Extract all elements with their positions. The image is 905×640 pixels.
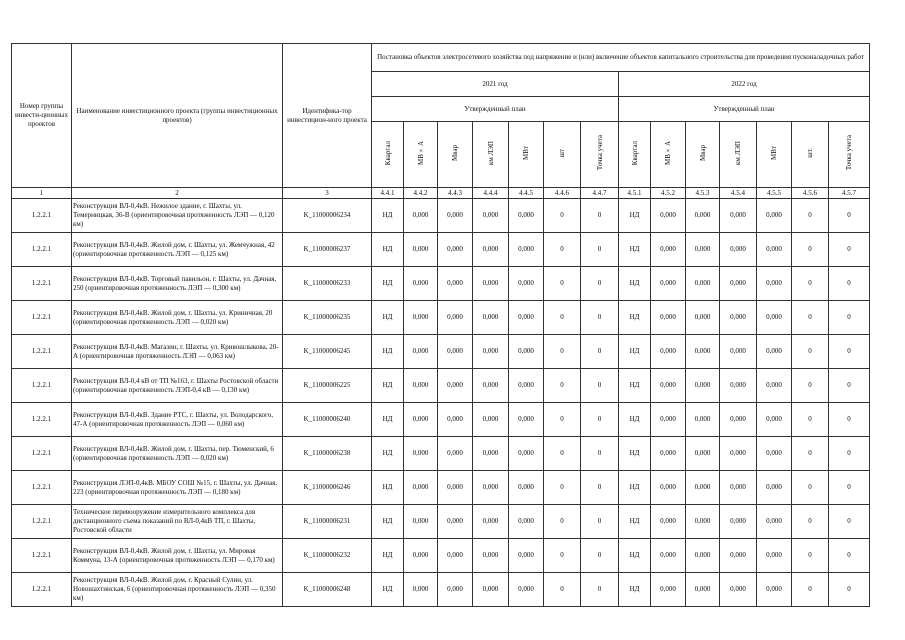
- cell-sht2: 0: [792, 267, 829, 301]
- cell-sht2: 0: [792, 301, 829, 335]
- header-year-2022: 2022 год: [619, 72, 870, 97]
- cell-mvar1: 0,000: [438, 335, 473, 369]
- cell-sht1: 0: [544, 539, 581, 573]
- cell-sht2: 0: [792, 403, 829, 437]
- cell-name: Реконструкция ВЛ-0,4кВ. Жилой дом, г. Красный Сулин, ул. Новошахтинская, 6 (ориентировочная протяженность ЛЭП — 0,350 км): [72, 573, 283, 607]
- cell-mva2: 0,000: [651, 437, 686, 471]
- cell-q1: НД: [372, 437, 404, 471]
- cell-sht1: 0: [544, 335, 581, 369]
- cell-q2: НД: [619, 505, 651, 539]
- subheader-label: шт: [558, 148, 566, 158]
- cell-mva1: 0,000: [404, 539, 438, 573]
- cell-pt2: 0: [829, 573, 870, 607]
- column-number: 4.4.3: [438, 188, 473, 199]
- header-project-name: Наименование инвестиционного проекта (группы инвестиционных проектов): [72, 44, 283, 188]
- table-row: [12, 335, 870, 369]
- cell-name: Реконструкция ВЛ-0,4кВ. Торговый павильон, г. Шахты, ул. Дачная, 250 (ориентировочная протяженность ЛЭП — 0,300 км): [72, 267, 283, 301]
- cell-km1: 0,000: [473, 369, 509, 403]
- cell-group: 1.2.2.1: [12, 335, 72, 369]
- cell-mva2: 0,000: [651, 573, 686, 607]
- cell-sht1: 0: [544, 471, 581, 505]
- cell-mw2: 0,000: [757, 539, 792, 573]
- header-project-id: Идентифика-тор инвестицион-ного проекта: [283, 44, 372, 188]
- cell-mvar2: 0,000: [686, 233, 720, 267]
- subheader-metering-point-2022: [829, 122, 870, 188]
- header-commissioning: Постановка объектов электросетевого хозяйства под напряжение и (или) включение объектов капитального строительства для проведения пусконаладочных работ: [372, 44, 870, 72]
- cell-q2: НД: [619, 369, 651, 403]
- cell-pt1: 0: [581, 403, 619, 437]
- cell-pt2: 0: [829, 233, 870, 267]
- cell-pt2: 0: [829, 471, 870, 505]
- subheader-label: км ЛЭП: [486, 140, 495, 165]
- cell-km1: 0,000: [473, 267, 509, 301]
- cell-mvar2: 0,000: [686, 471, 720, 505]
- subheader-mw-2021: [509, 122, 544, 188]
- subheader-mva-2022: [651, 122, 686, 188]
- cell-km1: 0,000: [473, 505, 509, 539]
- cell-mvar2: 0,000: [686, 199, 720, 233]
- subheader-mw-2022: [757, 122, 792, 188]
- cell-mva1: 0,000: [404, 573, 438, 607]
- cell-sht2: 0: [792, 233, 829, 267]
- cell-name: Реконструкция ЛЭП-0,4кВ. МБОУ СОШ №15, г. Шахты, ул. Дачная, 223 (ориентировочная протяженность ЛЭП — 0,180 км): [72, 471, 283, 505]
- cell-mw1: 0,000: [509, 199, 544, 233]
- cell-km2: 0,000: [720, 471, 757, 505]
- cell-pt2: 0: [829, 369, 870, 403]
- cell-mva1: 0,000: [404, 403, 438, 437]
- cell-q1: НД: [372, 199, 404, 233]
- cell-name: Реконструкция ВЛ-0,4кВ. Здание РТС, г. Шахты, ул. Володарского, 47-А (ориентировочная протяженность ЛЭП — 0,060 км): [72, 403, 283, 437]
- cell-pt1: 0: [581, 437, 619, 471]
- cell-mw2: 0,000: [757, 233, 792, 267]
- table-row: [12, 505, 870, 539]
- cell-km1: 0,000: [473, 573, 509, 607]
- cell-km2: 0,000: [720, 539, 757, 573]
- cell-mva2: 0,000: [651, 403, 686, 437]
- cell-mw1: 0,000: [509, 471, 544, 505]
- cell-sht2: 0: [792, 471, 829, 505]
- cell-group: 1.2.2.1: [12, 369, 72, 403]
- cell-q1: НД: [372, 369, 404, 403]
- cell-id: K_11000006248: [283, 573, 372, 607]
- cell-pt2: 0: [829, 267, 870, 301]
- cell-mw1: 0,000: [509, 267, 544, 301]
- subheader-label: Квартал: [630, 140, 639, 166]
- cell-name: Реконструкция ВЛ-0,4кВ. Магазин, г. Шахты, ул. Кривошлыкова, 20-А (ориентировочная протяженность ЛЭП — 0,063 км): [72, 335, 283, 369]
- cell-km1: 0,000: [473, 403, 509, 437]
- subheader-label: Мвар: [698, 144, 707, 162]
- cell-sht2: 0: [792, 505, 829, 539]
- header-group-number: Номер группы инвести-ционных проектов: [12, 44, 72, 188]
- column-number: 4.4.2: [404, 188, 438, 199]
- cell-mw1: 0,000: [509, 335, 544, 369]
- cell-pt1: 0: [581, 301, 619, 335]
- cell-km2: 0,000: [720, 505, 757, 539]
- cell-mw1: 0,000: [509, 539, 544, 573]
- header-year-2021: 2021 год: [372, 72, 619, 97]
- cell-q1: НД: [372, 471, 404, 505]
- subheader-label: шт.: [806, 148, 814, 158]
- cell-km1: 0,000: [473, 437, 509, 471]
- column-number: 4.5.4: [720, 188, 757, 199]
- cell-name: Реконструкция ВЛ-0,4 кВ от ТП №163, г. Шахты Ростовской области (ориентировочная протяженность ЛЭП-0,4 кВ — 0,130 км): [72, 369, 283, 403]
- cell-mvar2: 0,000: [686, 403, 720, 437]
- cell-mva2: 0,000: [651, 301, 686, 335]
- cell-mw2: 0,000: [757, 301, 792, 335]
- subheader-quarter-2021: [372, 122, 404, 188]
- cell-sht1: 0: [544, 437, 581, 471]
- cell-mvar2: 0,000: [686, 301, 720, 335]
- cell-mva1: 0,000: [404, 471, 438, 505]
- cell-id: K_11000006235: [283, 301, 372, 335]
- cell-sht2: 0: [792, 369, 829, 403]
- column-number: 4.5.5: [757, 188, 792, 199]
- cell-sht1: 0: [544, 505, 581, 539]
- cell-pt2: 0: [829, 437, 870, 471]
- table-row: [12, 539, 870, 573]
- cell-pt1: 0: [581, 573, 619, 607]
- cell-km2: 0,000: [720, 199, 757, 233]
- cell-mva2: 0,000: [651, 199, 686, 233]
- cell-mw2: 0,000: [757, 573, 792, 607]
- cell-mvar1: 0,000: [438, 539, 473, 573]
- cell-q1: НД: [372, 505, 404, 539]
- subheader-mvar-2022: [686, 122, 720, 188]
- cell-pt1: 0: [581, 199, 619, 233]
- table-body: [12, 199, 870, 607]
- cell-q2: НД: [619, 267, 651, 301]
- subheader-pcs-2022: [792, 122, 829, 188]
- cell-name: Техническое перевооружение измерительного комплекса для дистанционного съема показаний по ВЛ-0,4кВ ТП, г. Шахты, Ростовской области: [72, 505, 283, 539]
- cell-mvar2: 0,000: [686, 369, 720, 403]
- cell-sht1: 0: [544, 267, 581, 301]
- cell-id: K_11000006245: [283, 335, 372, 369]
- cell-group: 1.2.2.1: [12, 233, 72, 267]
- subheader-label: Точка учета: [595, 135, 604, 171]
- column-number: 4.4.1: [372, 188, 404, 199]
- cell-mvar2: 0,000: [686, 573, 720, 607]
- cell-mw2: 0,000: [757, 437, 792, 471]
- cell-group: 1.2.2.1: [12, 403, 72, 437]
- cell-mvar1: 0,000: [438, 301, 473, 335]
- cell-name: Реконструкция ВЛ-0,4кВ. Нежилое здание, г. Шахты, ул. Темерницкая, 36-В (ориентировочная протяженность ЛЭП — 0,120 км): [72, 199, 283, 233]
- cell-name: Реконструкция ВЛ-0,4кВ. Жилой дом, г. Шахты, ул. Криничная, 20 (ориентировочная протяженность ЛЭП — 0,020 км): [72, 301, 283, 335]
- cell-name: Реконструкция ВЛ-0,4кВ. Жилой дом, г. Шахты, пер. Тюменский, 6 (ориентировочная протяженность ЛЭП — 0,020 км): [72, 437, 283, 471]
- header-approved-plan-2022: Утвержденный план: [619, 97, 870, 122]
- cell-mvar1: 0,000: [438, 233, 473, 267]
- cell-mva1: 0,000: [404, 369, 438, 403]
- column-number: 2: [72, 188, 283, 199]
- cell-mva1: 0,000: [404, 233, 438, 267]
- subheader-label: км ЛЭП: [734, 140, 742, 165]
- cell-km1: 0,000: [473, 471, 509, 505]
- subheader-metering-point-2021: [581, 122, 619, 188]
- cell-pt2: 0: [829, 199, 870, 233]
- cell-group: 1.2.2.1: [12, 199, 72, 233]
- cell-q1: НД: [372, 267, 404, 301]
- table-row: [12, 267, 870, 301]
- cell-q2: НД: [619, 539, 651, 573]
- cell-mva1: 0,000: [404, 267, 438, 301]
- cell-km2: 0,000: [720, 335, 757, 369]
- cell-mvar2: 0,000: [686, 539, 720, 573]
- subheader-label: МВ×А: [416, 141, 425, 165]
- cell-q2: НД: [619, 335, 651, 369]
- cell-q2: НД: [619, 403, 651, 437]
- cell-mva1: 0,000: [404, 505, 438, 539]
- subheader-mvar-2021: [438, 122, 473, 188]
- cell-mva1: 0,000: [404, 301, 438, 335]
- cell-km2: 0,000: [720, 437, 757, 471]
- cell-name: Реконструкция ВЛ-0,4кВ. Жилой дом, г. Шахты, ул. Жемчужная, 42 (ориентировочная протяженность ЛЭП — 0,125 км): [72, 233, 283, 267]
- cell-id: K_11000006231: [283, 505, 372, 539]
- cell-sht1: 0: [544, 369, 581, 403]
- cell-mw2: 0,000: [757, 505, 792, 539]
- cell-mva2: 0,000: [651, 267, 686, 301]
- cell-mvar2: 0,000: [686, 335, 720, 369]
- cell-q1: НД: [372, 403, 404, 437]
- cell-mva1: 0,000: [404, 199, 438, 233]
- table-row: [12, 437, 870, 471]
- cell-mw2: 0,000: [757, 403, 792, 437]
- cell-q2: НД: [619, 573, 651, 607]
- column-number: 4.4.4: [473, 188, 509, 199]
- subheader-label: Мвар: [451, 144, 459, 162]
- table-row: [12, 233, 870, 267]
- investment-projects-table: [11, 43, 870, 607]
- cell-mva1: 0,000: [404, 335, 438, 369]
- cell-sht1: 0: [544, 301, 581, 335]
- cell-pt1: 0: [581, 539, 619, 573]
- cell-mvar2: 0,000: [686, 505, 720, 539]
- cell-mvar1: 0,000: [438, 267, 473, 301]
- subheader-quarter-2022: [619, 122, 651, 188]
- subheader-pcs-2021: [544, 122, 581, 188]
- cell-mvar2: 0,000: [686, 437, 720, 471]
- cell-km1: 0,000: [473, 301, 509, 335]
- table-row: [12, 573, 870, 607]
- cell-km2: 0,000: [720, 403, 757, 437]
- cell-mw1: 0,000: [509, 301, 544, 335]
- cell-id: K_11000006238: [283, 437, 372, 471]
- cell-group: 1.2.2.1: [12, 573, 72, 607]
- subheader-label: МВт: [522, 146, 530, 160]
- subheader-mva-2021: [404, 122, 438, 188]
- column-number: 4.5.2: [651, 188, 686, 199]
- cell-id: K_11000006240: [283, 403, 372, 437]
- cell-mvar1: 0,000: [438, 471, 473, 505]
- subheader-label: Квартал: [383, 140, 392, 166]
- cell-sht2: 0: [792, 335, 829, 369]
- cell-km2: 0,000: [720, 267, 757, 301]
- cell-group: 1.2.2.1: [12, 471, 72, 505]
- cell-group: 1.2.2.1: [12, 437, 72, 471]
- cell-mw2: 0,000: [757, 335, 792, 369]
- cell-q1: НД: [372, 539, 404, 573]
- table-row: [12, 471, 870, 505]
- cell-sht1: 0: [544, 573, 581, 607]
- column-number: 4.5.6: [792, 188, 829, 199]
- cell-pt1: 0: [581, 335, 619, 369]
- subheader-label: МВ×А: [664, 141, 672, 165]
- cell-pt2: 0: [829, 505, 870, 539]
- table-row: [12, 403, 870, 437]
- cell-name: Реконструкция ВЛ-0,4кВ. Жилой дом, г. Шахты, ул. Мировая Коммуна, 13-А (ориентировочная протяженность ЛЭП — 0,170 км): [72, 539, 283, 573]
- table-row: [12, 199, 870, 233]
- cell-sht1: 0: [544, 199, 581, 233]
- subheader-label: Точка учета: [845, 135, 854, 171]
- table-row: [12, 301, 870, 335]
- subheader-label: МВт: [770, 146, 778, 160]
- cell-mw2: 0,000: [757, 471, 792, 505]
- cell-group: 1.2.2.1: [12, 267, 72, 301]
- cell-km1: 0,000: [473, 199, 509, 233]
- cell-km2: 0,000: [720, 573, 757, 607]
- cell-sht2: 0: [792, 539, 829, 573]
- cell-pt1: 0: [581, 505, 619, 539]
- cell-pt1: 0: [581, 471, 619, 505]
- cell-group: 1.2.2.1: [12, 505, 72, 539]
- column-number: 4.4.6: [544, 188, 581, 199]
- cell-km2: 0,000: [720, 369, 757, 403]
- cell-sht1: 0: [544, 403, 581, 437]
- cell-mw1: 0,000: [509, 233, 544, 267]
- cell-sht2: 0: [792, 199, 829, 233]
- cell-id: K_11000006225: [283, 369, 372, 403]
- cell-mvar1: 0,000: [438, 573, 473, 607]
- cell-pt2: 0: [829, 539, 870, 573]
- cell-mva2: 0,000: [651, 471, 686, 505]
- cell-mw1: 0,000: [509, 403, 544, 437]
- cell-q2: НД: [619, 233, 651, 267]
- cell-id: K_11000006233: [283, 267, 372, 301]
- cell-pt1: 0: [581, 369, 619, 403]
- header-approved-plan-2021: Утвержденный план: [372, 97, 619, 122]
- column-number: 4.5.7: [829, 188, 870, 199]
- column-number: 1: [12, 188, 72, 199]
- cell-mva2: 0,000: [651, 369, 686, 403]
- cell-id: K_11000006232: [283, 539, 372, 573]
- cell-pt2: 0: [829, 335, 870, 369]
- cell-km1: 0,000: [473, 539, 509, 573]
- cell-mvar1: 0,000: [438, 437, 473, 471]
- cell-mw1: 0,000: [509, 369, 544, 403]
- cell-mvar1: 0,000: [438, 505, 473, 539]
- column-number-row: [12, 188, 870, 199]
- cell-id: K_11000006234: [283, 199, 372, 233]
- cell-pt2: 0: [829, 403, 870, 437]
- cell-pt1: 0: [581, 233, 619, 267]
- cell-mvar1: 0,000: [438, 199, 473, 233]
- cell-q2: НД: [619, 301, 651, 335]
- cell-group: 1.2.2.1: [12, 539, 72, 573]
- cell-sht1: 0: [544, 233, 581, 267]
- cell-id: K_11000006246: [283, 471, 372, 505]
- cell-q2: НД: [619, 471, 651, 505]
- table-row: [12, 369, 870, 403]
- cell-mva1: 0,000: [404, 437, 438, 471]
- cell-pt1: 0: [581, 267, 619, 301]
- cell-group: 1.2.2.1: [12, 301, 72, 335]
- cell-mva2: 0,000: [651, 233, 686, 267]
- cell-mw2: 0,000: [757, 267, 792, 301]
- cell-mw2: 0,000: [757, 369, 792, 403]
- cell-km2: 0,000: [720, 301, 757, 335]
- cell-km2: 0,000: [720, 233, 757, 267]
- column-number: 4.5.1: [619, 188, 651, 199]
- cell-km1: 0,000: [473, 335, 509, 369]
- cell-km1: 0,000: [473, 233, 509, 267]
- cell-mva2: 0,000: [651, 505, 686, 539]
- column-number: 4.4.5: [509, 188, 544, 199]
- cell-id: K_11000006237: [283, 233, 372, 267]
- cell-mva2: 0,000: [651, 335, 686, 369]
- cell-q1: НД: [372, 233, 404, 267]
- subheader-km-line-2022: [720, 122, 757, 188]
- cell-q1: НД: [372, 335, 404, 369]
- cell-q1: НД: [372, 301, 404, 335]
- cell-mvar2: 0,000: [686, 267, 720, 301]
- column-number: 4.4.7: [581, 188, 619, 199]
- column-number: 3: [283, 188, 372, 199]
- cell-mw1: 0,000: [509, 573, 544, 607]
- subheader-km-line-2021: [473, 122, 509, 188]
- cell-sht2: 0: [792, 573, 829, 607]
- cell-q1: НД: [372, 573, 404, 607]
- cell-mw2: 0,000: [757, 199, 792, 233]
- cell-mva2: 0,000: [651, 539, 686, 573]
- cell-mvar1: 0,000: [438, 369, 473, 403]
- cell-pt2: 0: [829, 301, 870, 335]
- cell-q2: НД: [619, 199, 651, 233]
- cell-sht2: 0: [792, 437, 829, 471]
- cell-q2: НД: [619, 437, 651, 471]
- column-number: 4.5.3: [686, 188, 720, 199]
- cell-mw1: 0,000: [509, 437, 544, 471]
- cell-mw1: 0,000: [509, 505, 544, 539]
- cell-mvar1: 0,000: [438, 403, 473, 437]
